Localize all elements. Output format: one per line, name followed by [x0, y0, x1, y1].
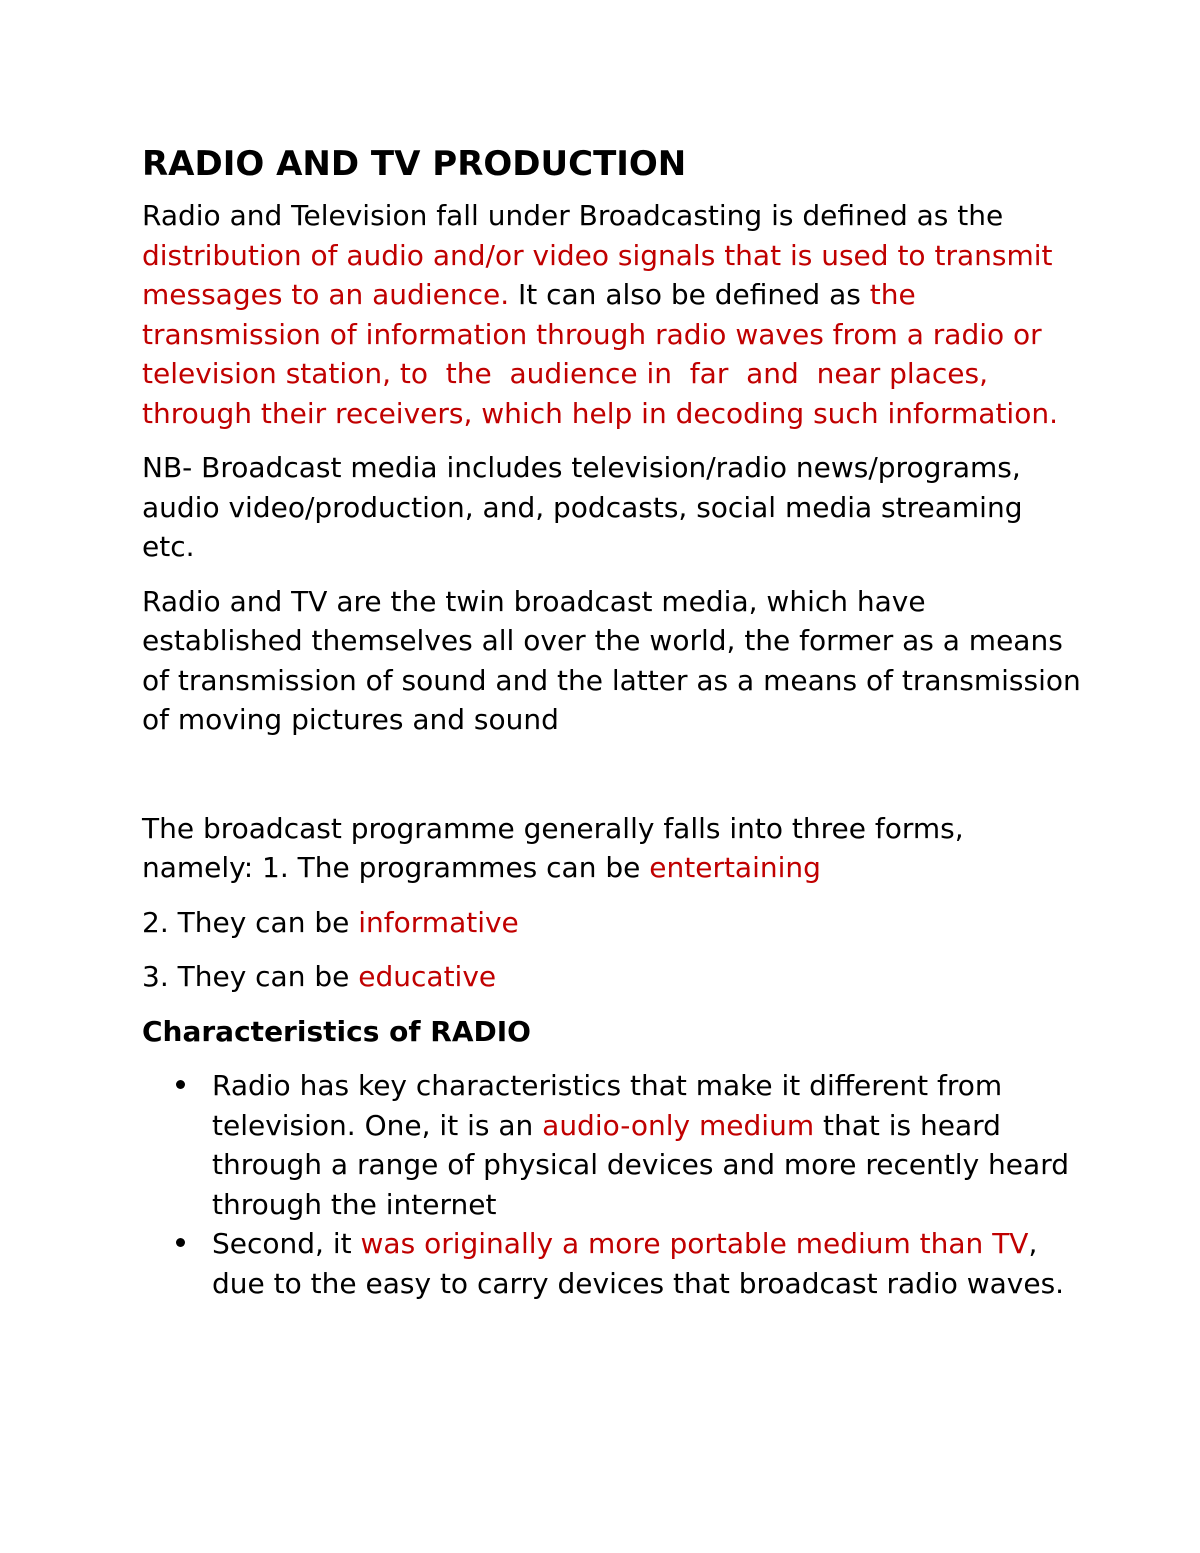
- text-run: It can also be defined as: [509, 278, 870, 311]
- twin-media-paragraph: Radio and TV are the twin broadcast media, which have established themselves all over the world, the former as a means of transmission of sound and the latter as a means of transmission of moving pictures and sound: [142, 584, 1081, 736]
- programme-forms-paragraph: [142, 809, 1082, 888]
- form-item-3: [142, 957, 1082, 997]
- form-item-2: [142, 903, 1082, 943]
- text-run: Radio and Television fall under Broadcasting is defined as the: [142, 199, 1004, 232]
- broadcasting-definition-paragraph: [142, 196, 1082, 433]
- text-run: 2. They can be: [142, 905, 359, 939]
- text-run: , due to the easy to carry devices that broadcast radio waves.: [212, 1227, 1065, 1300]
- blank-line: [142, 755, 1082, 809]
- bullet-icon: [176, 1238, 185, 1247]
- highlighted-text: distribution of audio and/or video signals that is used to transmit messages to an audience.: [142, 238, 1053, 311]
- highlighted-text: was originally a more portable medium than TV: [360, 1227, 1029, 1260]
- highlighted-text: audio-only medium: [542, 1108, 815, 1142]
- characteristics-list: [142, 1066, 1082, 1303]
- section-heading: Characteristics of RADIO: [142, 1014, 531, 1048]
- nb-paragraph: NB- Broadcast media includes television/radio news/programs, audio video/production, and, podcasts, social media streaming etc.: [142, 451, 1023, 563]
- highlighted-text: informative: [358, 905, 519, 939]
- text-run: that is heard through a range of physical devices and more recently heard through the internet: [212, 1108, 1069, 1221]
- text-run: Radio has key characteristics that make it different from television. One, it is an: [212, 1069, 1003, 1142]
- text-run: Second, it: [212, 1227, 361, 1260]
- list-item: [142, 1066, 1082, 1224]
- highlighted-text: the transmission of information through radio waves from a radio or television station, to the audience in far and near places, through their receivers, which help in decoding such information.: [142, 278, 1058, 430]
- document-title: RADIO AND TV PRODUCTION: [142, 144, 687, 184]
- list-item: [142, 1224, 1082, 1303]
- document-page: [142, 140, 1082, 1303]
- highlighted-text: entertaining: [649, 851, 821, 884]
- bullet-icon: [176, 1080, 185, 1089]
- text-run: The broadcast programme generally falls into three forms, namely: 1. The programmes can be: [142, 811, 964, 884]
- text-run: 3. They can be: [142, 960, 359, 993]
- highlighted-text: educative: [358, 960, 497, 993]
